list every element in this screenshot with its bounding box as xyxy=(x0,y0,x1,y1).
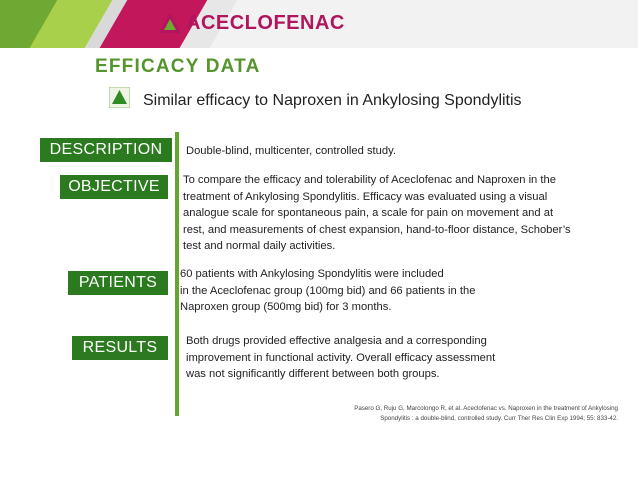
reference-citation xyxy=(250,404,618,424)
results-line: improvement in functional activity. Overall efficacy assessment xyxy=(186,351,496,364)
header-banner xyxy=(0,0,638,48)
patients-line: Naproxen group (500mg bid) for 3 months. xyxy=(180,301,392,313)
logo-text: ACECLOFENAC xyxy=(186,11,345,34)
page-title: EFFICACY DATA xyxy=(95,56,261,77)
logo-triangle-icon xyxy=(158,12,182,34)
timeline-divider xyxy=(175,132,179,416)
description-label: DESCRIPTION xyxy=(40,138,172,162)
objective-line: test and normal daily activities. xyxy=(183,240,336,252)
description-line: Double-blind, multicenter, controlled study. xyxy=(186,145,396,157)
patients-line: 60 patients with Ankylosing Spondylitis were included xyxy=(180,268,444,280)
patients-text xyxy=(180,266,540,316)
patients-line: in the Aceclofenac group (100mg bid) and 66 patients in the xyxy=(180,284,476,297)
up-arrow-icon xyxy=(109,87,130,108)
objective-label: OBJECTIVE xyxy=(60,175,168,199)
objective-line: To compare the efficacy and tolerability of Aceclofenac and Naproxen in the xyxy=(183,174,556,186)
results-label: RESULTS xyxy=(72,336,168,360)
objective-line: rest, and measurements of chest expansion, hand-to-floor distance, Schober’s xyxy=(183,223,571,236)
results-line: Both drugs provided effective analgesia and a corresponding xyxy=(186,335,487,347)
results-line: was not significantly different between both groups. xyxy=(186,368,440,380)
subtitle: Similar efficacy to Naproxen in Ankylosing Spondylitis xyxy=(143,92,522,109)
reference-line: Spondylitis : a double-blind, controlled study. Curr Ther Res Clin Exp 1994; 55: 833-42. xyxy=(380,415,618,422)
reference-line: Pasero G, Ruju G, Marcolongo R, et al. Aceclofenac vs. Naproxen in the treatment of Ankylosing xyxy=(354,405,618,412)
objective-line: analogue scale for spontaneous pain, a scale for pain on movement and at xyxy=(183,207,554,219)
description-text xyxy=(186,143,606,160)
brand-logo xyxy=(158,8,345,38)
patients-label: PATIENTS xyxy=(68,271,168,295)
objective-line: treatment of Ankylosing Spondylitis. Efficacy was evaluated using a visual xyxy=(183,190,548,203)
results-text xyxy=(186,333,546,383)
objective-text xyxy=(183,172,613,255)
